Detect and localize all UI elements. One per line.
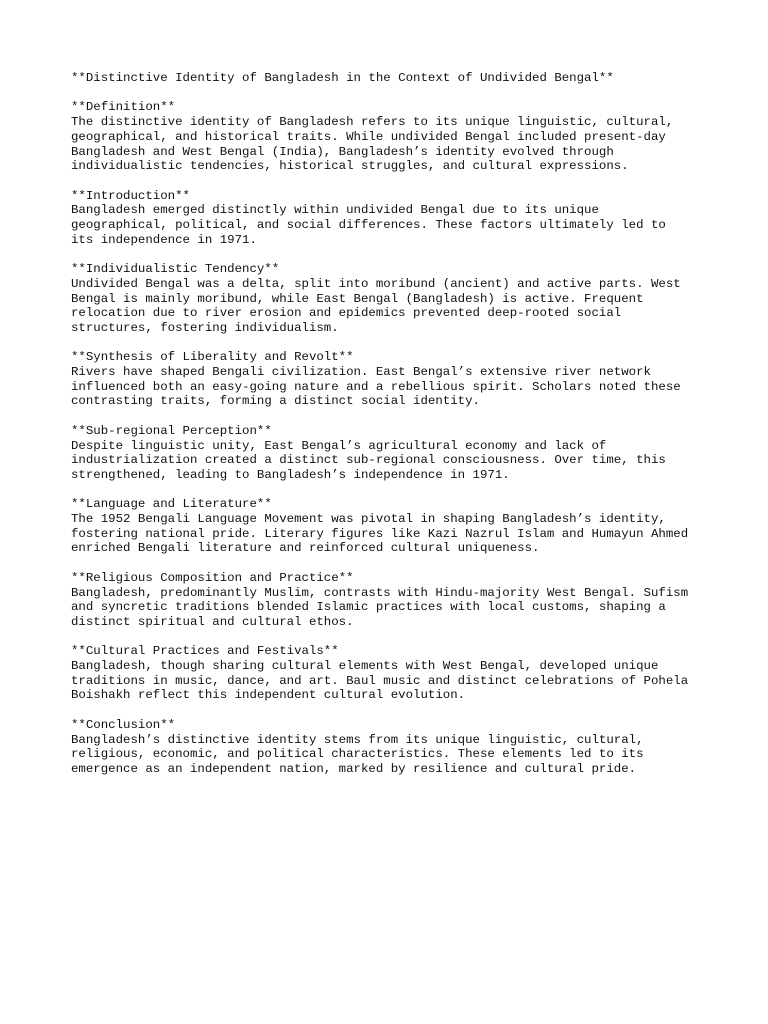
body-line: Bangladesh and West Bengal (India), Bangladesh’s identity evolved through (71, 144, 614, 159)
section-heading: **Religious Composition and Practice** (71, 570, 354, 585)
body-line: geographical, political, and social differences. These factors ultimately led to (71, 218, 666, 232)
body-line: geographical, and historical traits. While undivided Bengal included present-day (71, 129, 666, 144)
body-line: fostering national pride. Literary figures like Kazi Nazrul Islam and Humayun Ahmed (71, 526, 689, 541)
section-heading: **Language and Literature** (71, 497, 272, 512)
section-body (71, 659, 711, 703)
body-line: individualistic tendencies, historical struggles, and cultural expressions. (71, 159, 629, 174)
section-body (71, 586, 711, 630)
section-heading: **Conclusion** (71, 717, 176, 732)
section-body (71, 512, 711, 556)
section-heading: **Definition** (71, 100, 176, 115)
body-line: emergence as an independent nation, marked by resilience and cultural pride. (71, 761, 637, 776)
document-page (71, 71, 711, 791)
body-line: distinct spiritual and cultural ethos. (71, 614, 354, 629)
section-body (71, 365, 711, 409)
body-line: and syncretic traditions blended Islamic practices with local customs, shaping a (71, 600, 666, 615)
section-cultural-practices (71, 644, 711, 703)
section-body (71, 439, 711, 483)
body-line: enriched Bengali literature and reinforced cultural uniqueness. (71, 541, 540, 556)
section-religious-composition (71, 571, 711, 630)
body-line: structures, fostering individualism. (71, 320, 339, 335)
section-heading: **Introduction** (71, 188, 190, 203)
body-line: industrialization created a distinct sub-regional consciousness. Over time, this (71, 453, 666, 468)
body-line: Despite linguistic unity, East Bengal’s agricultural economy and lack of (71, 438, 607, 453)
body-line: The distinctive identity of Bangladesh refers to its unique linguistic, cultural, (71, 115, 674, 130)
body-line: Bangladesh, though sharing cultural elements with West Bengal, developed unique (71, 659, 659, 673)
section-heading: **Sub-regional Perception** (71, 423, 272, 438)
section-body (71, 733, 711, 777)
body-line: Bangladesh’s distinctive identity stems from its unique linguistic, cultural, (71, 732, 644, 747)
body-line: religious, economic, and political characteristics. These elements led to its (71, 747, 644, 762)
section-individualistic-tendency (71, 262, 711, 336)
body-line: relocation due to river erosion and epidemics prevented deep-rooted social (71, 306, 622, 321)
body-line: Bengal is mainly moribund, while East Bengal (Bangladesh) is active. Frequent (71, 291, 644, 306)
section-definition (71, 100, 711, 174)
section-body (71, 277, 711, 336)
section-conclusion (71, 718, 711, 777)
body-line: Bangladesh, predominantly Muslim, contrasts with Hindu-majority West Bengal. Sufism (71, 585, 689, 600)
body-line: contrasting traits, forming a distinct social identity. (71, 394, 480, 409)
body-line: Undivided Bengal was a delta, split into moribund (ancient) and active parts. West (71, 276, 681, 291)
document-title: **Distinctive Identity of Bangladesh in the Context of Undivided Bengal** (71, 71, 614, 85)
body-line: influenced both an easy-going nature and a rebellious spirit. Scholars noted these (71, 379, 681, 394)
section-heading: **Synthesis of Liberality and Revolt** (71, 350, 354, 365)
body-line: The 1952 Bengali Language Movement was pivotal in shaping Bangladesh’s identity, (71, 512, 666, 526)
body-line: Bangladesh emerged distinctly within undivided Bengal due to its unique (71, 203, 599, 218)
section-heading: **Cultural Practices and Festivals** (71, 644, 339, 659)
section-body (71, 115, 711, 174)
body-line: traditions in music, dance, and art. Baul music and distinct celebrations of Pohela (71, 673, 689, 688)
section-synthesis (71, 350, 711, 409)
section-heading: **Individualistic Tendency** (71, 262, 280, 277)
body-line: its independence in 1971. (71, 232, 257, 247)
body-line: Rivers have shaped Bengali civilization. East Bengal’s extensive river network (71, 365, 651, 379)
section-introduction (71, 189, 711, 248)
body-line: Boishakh reflect this independent cultural evolution. (71, 688, 466, 703)
section-sub-regional-perception (71, 424, 711, 483)
section-body (71, 203, 711, 247)
section-language-literature (71, 497, 711, 556)
body-line: strengthened, leading to Bangladesh’s independence in 1971. (71, 467, 510, 482)
